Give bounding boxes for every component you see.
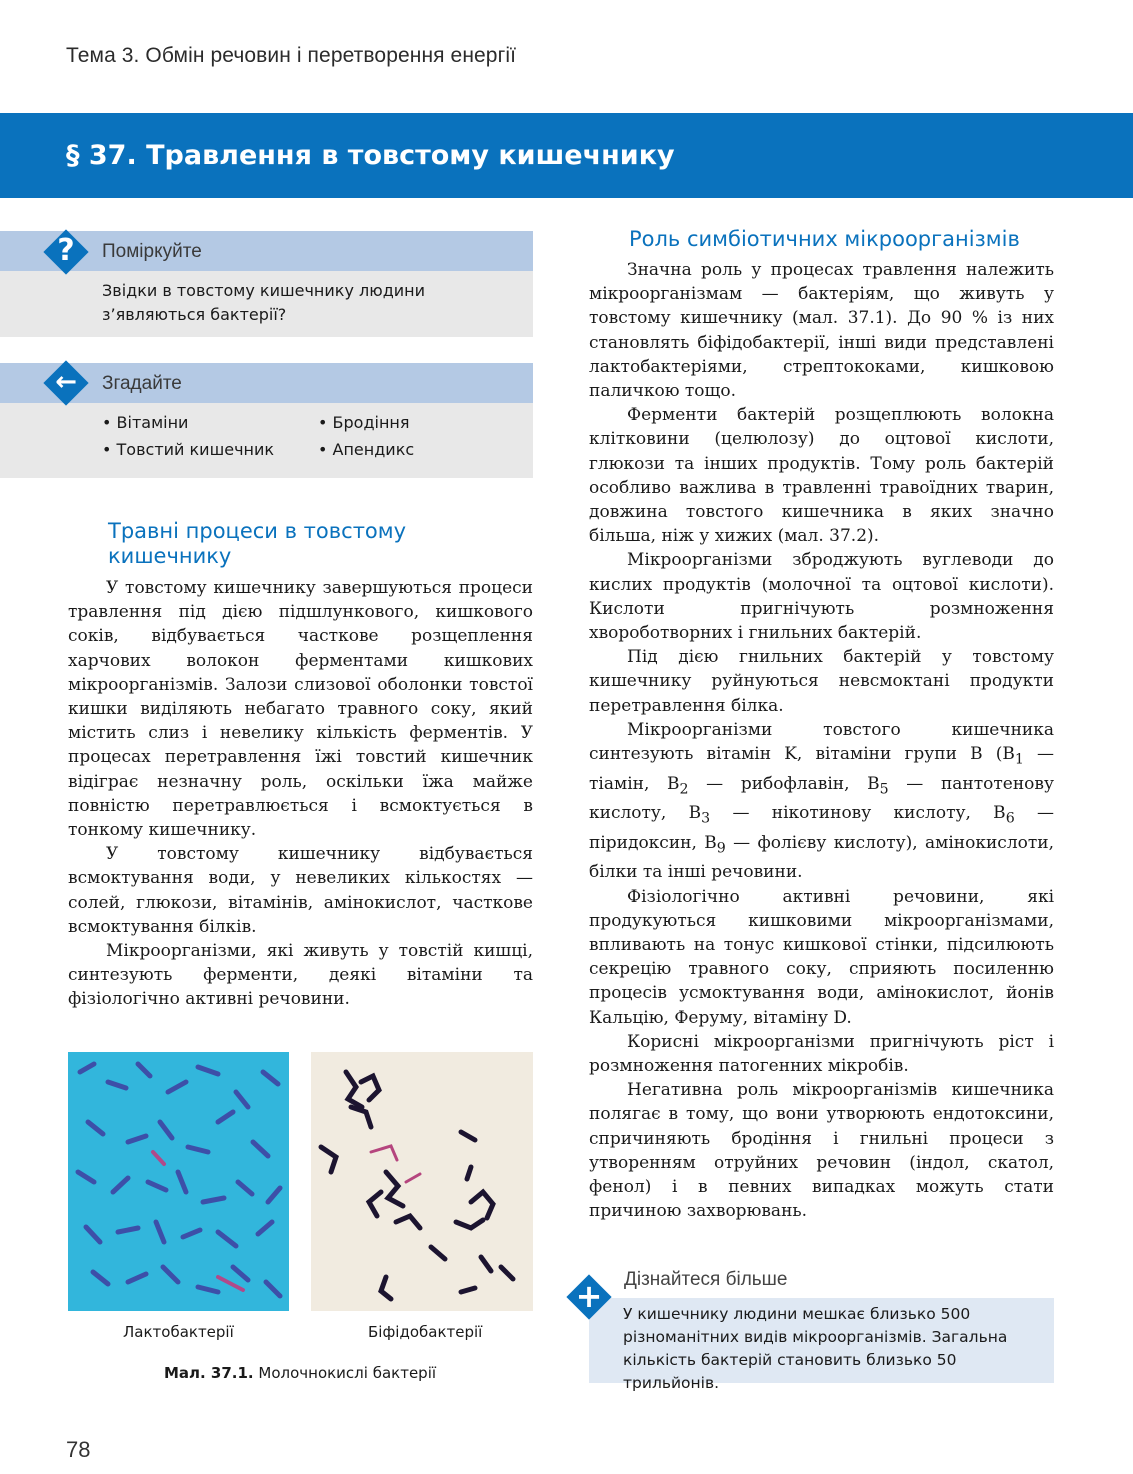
- lactobacteria-illustration: [68, 1052, 289, 1311]
- right-body-text: [589, 258, 1054, 1223]
- paragraph: Негативна роль мікроорганізмів кишечника полягає в тому, що вони утворюють ендотоксини, спричиняють бродіння і гнильні процеси з утворенням отруйних речовин (індол, скатол, фенол) і в певних випадках можуть стати причиною захворювань.: [589, 1080, 1054, 1222]
- paragraph: Мікроорганізми товстого кишечника синтезують вітамін K, вітаміни групи B ($B_1$ — тіамін, $B_2$ — рибофлавін, $B_5$ — пантотенову кислоту, $B_3$ — нікотинову кислоту, $B_6$ — піридоксин, $B_9$ — фолієву кислоту), амінокислоти, білки та інші речовини.: [589, 719, 1055, 883]
- figure-caption-text: Молочнокислі бактерії: [253, 1364, 437, 1382]
- recall-item: • Вітаміни: [102, 413, 189, 432]
- page-title: § 37. Травлення в товстому кишечнику: [66, 140, 675, 171]
- recall-item: • Апендикс: [318, 440, 415, 459]
- paragraph: Мікроорганізми зброджують вуглеводи до кислих продуктів (молочної та оцтової кислоти). Кислоти пригнічують розмноження хвороботворних і гнильних бактерій.: [589, 550, 1054, 644]
- topic-header: Тема 3. Обмін речовин і перетворення енергії: [66, 44, 517, 67]
- page-number: 78: [66, 1437, 91, 1462]
- bifidobacteria-illustration: [311, 1052, 533, 1311]
- paragraph: Під дією гнильних бактерій у товстому кишечнику руйнуються невсмоктані продукти перетравлення білка.: [589, 647, 1054, 716]
- caption-lactobacteria: Лактобактерії: [123, 1323, 234, 1341]
- caption-bifidobacteria: Біфідобактерії: [368, 1323, 483, 1341]
- arrow-left-icon: ←: [55, 367, 77, 397]
- think-box-label: Поміркуйте: [102, 241, 202, 262]
- paragraph: У товстому кишечнику завершуються процеси травлення під дією підшлункового, кишкового соків, відбувається часткове розщеплення харчових волокон ферментами кишкових мікроорганізмів. Залози слизової оболонки товстої кишки виділяють небагато травного соку, який містить слиз і невелику кількість ферментів. У процесах перетравлення їжі товстий кишечник відіграє незначну роль, оскільки їжа майже повністю перетравлюється і всмоктується в тонкому кишечнику.: [68, 578, 533, 841]
- learn-more-text: У кишечнику людини мешкає близько 500 різноманітних видів мікроорганізмів. Загальна кількість бактерій становить близько 50 трильйонів.: [623, 1305, 1008, 1392]
- paragraph: Значна роль у процесах травлення належить мікроорганізмам — бактеріям, що живуть у товстому кишечнику (мал. 37.1). До 90 % із них становлять біфідобактерії, інші види представлені лактобактеріями, стрептококами, кишковою паличкою тощо.: [589, 260, 1054, 402]
- recall-item: • Бродіння: [318, 413, 410, 432]
- paragraph: У товстому кишечнику відбувається всмоктування води, у невеликих кількостях — солей, глюкози, вітамінів, амінокислот, часткове всмоктування білків.: [68, 844, 533, 937]
- question-icon: ?: [57, 233, 75, 268]
- learn-more-label: Дізнайтеся більше: [624, 1269, 788, 1290]
- section-heading-symbiotic: Роль симбіотичних мікроорганізмів: [629, 227, 1020, 251]
- figure-caption: [0, 1364, 600, 1382]
- left-body-text: [68, 576, 533, 1012]
- figure-caption-number: Мал. 37.1.: [163, 1364, 254, 1382]
- lactobacteria-photo: [68, 1052, 289, 1311]
- plus-icon: +: [575, 1277, 603, 1315]
- paragraph: Корисні мікроорганізми пригнічують ріст і розмноження патогенних мікробів.: [589, 1031, 1054, 1077]
- think-question: Звідки в товстому кишечнику людини з’являються бактерії?: [102, 281, 426, 324]
- bifidobacteria-photo: [311, 1052, 533, 1311]
- recall-box-label: Згадайте: [102, 373, 182, 394]
- paragraph: Фізіологічно активні речовини, які продукуються кишковими мікроорганізмами, впливають на тонус кишкової стінки, підсилюють секрецію травного соку, сприяють посиленню процесів усмоктування води, амінокислот, йонів Кальцію, Феруму, вітаміну D.: [589, 886, 1054, 1028]
- think-box: [0, 231, 533, 337]
- recall-item: • Товстий кишечник: [102, 440, 275, 459]
- paragraph: Мікроорганізми, які живуть у товстій кишці, синтезують ферменти, деякі вітаміни та фізіологічно активні речовини.: [68, 941, 533, 1010]
- recall-box: [0, 363, 533, 478]
- section-heading-digestion: Травні процеси в товстому кишечнику: [108, 519, 407, 568]
- paragraph: Ферменти бактерій розщеплюють волокна клітковини (целюлозу) до оцтової кислоти, глюкози та інших продуктів. Тому роль бактерій особливо важлива в травленні травоїдних тварин, довжина товстого кишечника в яких значно більша, ніж у хижих (мал. 37.2).: [589, 405, 1054, 547]
